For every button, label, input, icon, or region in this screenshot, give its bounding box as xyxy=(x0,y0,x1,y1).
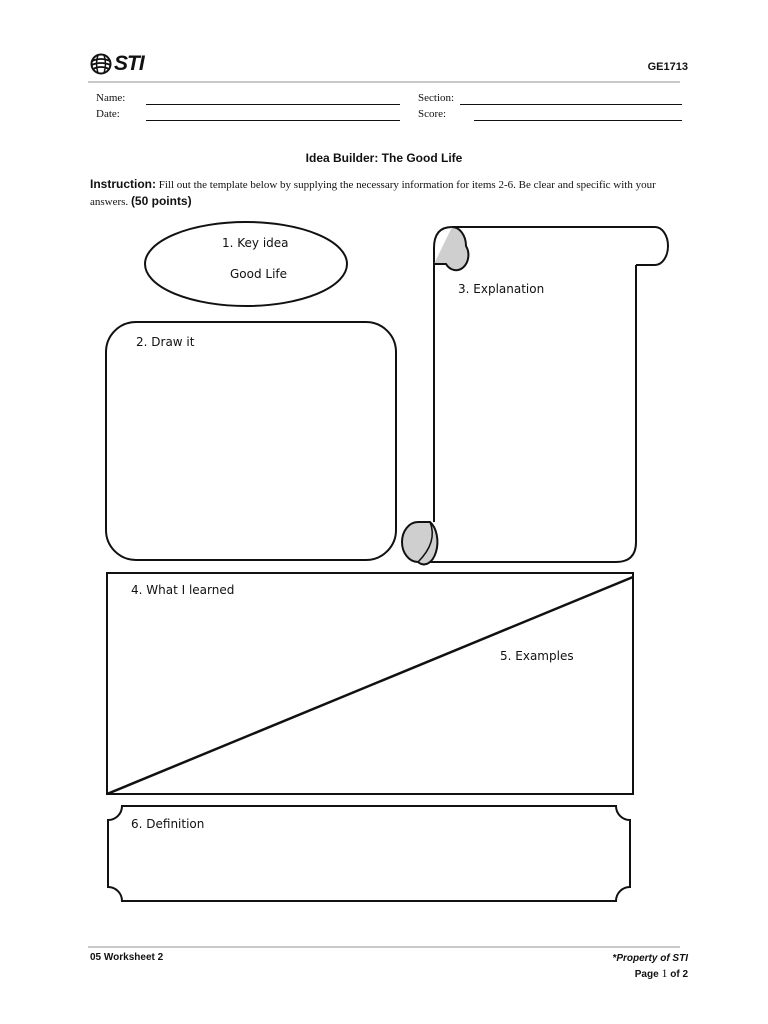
instruction-lead: Instruction: xyxy=(90,177,156,191)
learned-examples-box[interactable] xyxy=(107,573,633,794)
key-idea-value: Good Life xyxy=(230,267,288,281)
score-label: Score: xyxy=(418,108,447,120)
draw-it-label: 2. Draw it xyxy=(136,335,195,349)
document-code: GE1713 xyxy=(647,61,688,73)
explanation-scroll[interactable] xyxy=(402,227,668,564)
page-of: of xyxy=(667,969,683,980)
examples-label: 5. Examples xyxy=(500,649,574,663)
page-current: 1 xyxy=(661,966,668,980)
section-label: Section: xyxy=(418,92,455,104)
page-prefix: Page xyxy=(634,969,662,980)
logo-text: STI xyxy=(114,52,144,75)
definition-label: 6. Definition xyxy=(131,817,205,831)
page-total: 2 xyxy=(682,969,688,980)
key-idea-ellipse[interactable] xyxy=(145,222,347,306)
draw-it-box[interactable] xyxy=(106,322,396,560)
instruction-text: Fill out the template below by supplying the necessary information for items 2-6. Be clear and specific with your answers. xyxy=(90,179,656,208)
date-label: Date: xyxy=(96,108,120,120)
name-label: Name: xyxy=(96,92,126,104)
page-number xyxy=(612,966,688,982)
footer-divider xyxy=(88,946,680,948)
worksheet-number: 05 Worksheet 2 xyxy=(90,952,164,963)
what-i-learned-label: 4. What I learned xyxy=(131,583,235,597)
key-idea-label: 1. Key idea xyxy=(222,236,289,250)
explanation-label: 3. Explanation xyxy=(458,282,545,296)
footer-right xyxy=(612,952,688,982)
worksheet-title: Idea Builder: The Good Life xyxy=(305,151,463,165)
instruction-points: (50 points) xyxy=(130,194,192,208)
property-notice: *Property of STI xyxy=(612,953,688,964)
